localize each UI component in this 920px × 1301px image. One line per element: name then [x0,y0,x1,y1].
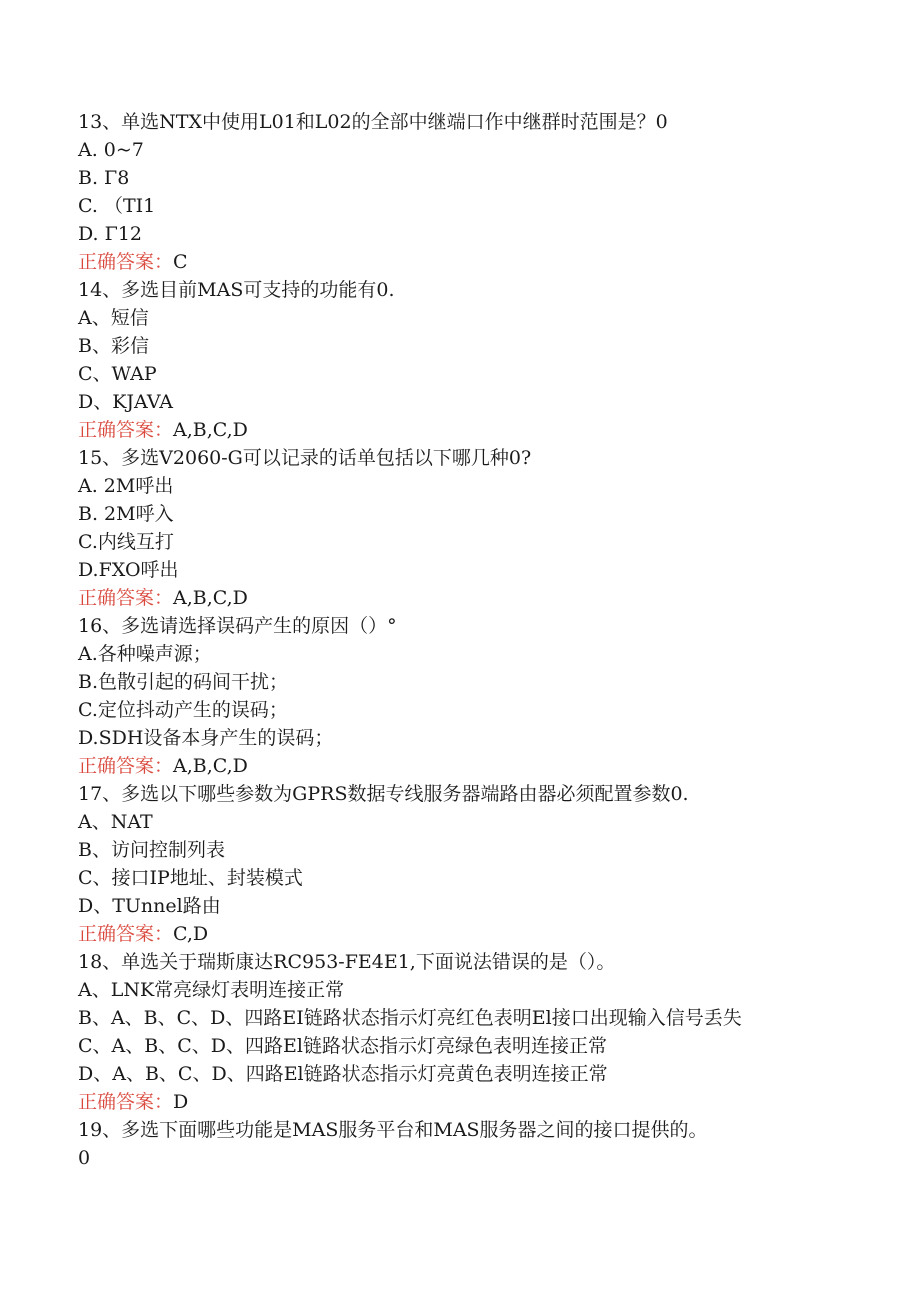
answer-line [78,752,878,780]
answer-line [78,416,878,444]
question-option: C.内线互打 [78,531,174,553]
question-block [78,948,878,1116]
question-option: C、A、B、C、D、四路El链路状态指示灯亮绿色表明连接正常 [78,1035,607,1057]
question-list [78,108,878,1116]
question-option: B. 2M呼入 [78,503,174,525]
answer-label: 正确答案： [78,251,174,273]
question-stem: 14、多选目前MAS可支持的功能有0. [78,279,395,301]
question-option: B、访问控制列表 [78,839,225,861]
question-block [78,444,878,612]
answer-label: 正确答案： [78,587,174,609]
question-option: D.SDH设备本身产生的误码； [78,727,334,749]
answer-value: C,D [173,923,209,945]
question-stem: 19、多选下面哪些功能是MAS服务平台和MAS服务器之间的接口提供的。 [78,1119,708,1141]
question-option: C、WAP [78,363,157,385]
question-stem: 18、单选关于瑞斯康达RC953-FE4E1,下面说法错误的是（）。 [78,951,616,973]
answer-value: A,B,C,D [173,419,248,441]
answer-label: 正确答案： [78,1091,174,1113]
question-option: D. Γ12 [78,223,142,245]
question-option: C、接口IP地址、封装模式 [78,867,303,889]
question-option: A、LNK常亮绿灯表明连接正常 [78,979,345,1001]
question-option: D、A、B、C、D、四路El链路状态指示灯亮黄色表明连接正常 [78,1063,608,1085]
question-stem: 15、多选V2060-G可以记录的话单包括以下哪几种0? [78,447,532,469]
question-block [78,780,878,948]
answer-line [78,248,878,276]
question-option: C. （TI1 [78,195,156,217]
question-stem: 16、多选请选择误码产生的原因（）° [78,615,397,637]
question-block [78,108,878,276]
question-option: D、KJAVA [78,391,173,413]
answer-label: 正确答案： [78,923,174,945]
question-19 [78,1116,878,1172]
question-option: B、彩信 [78,335,149,357]
question-stem: 17、多选以下哪些参数为GPRS数据专线服务器端路由器必须配置参数0. [78,783,689,805]
question-option: A.各种噪声源； [78,643,212,665]
question-option: C.定位抖动产生的误码； [78,699,288,721]
question-option: B.色散引起的码间干扰； [78,671,289,693]
question-option: D、TUnnel路由 [78,895,221,917]
answer-value: A,B,C,D [173,755,248,777]
answer-value: D [173,1091,189,1113]
question-option: A、短信 [78,307,149,329]
question-stem-continuation: 0 [78,1147,91,1169]
question-block [78,612,878,780]
answer-line [78,920,878,948]
question-option: B、A、B、C、D、四路EI链路状态指示灯亮红色表明El接口出现输入信号丢失 [78,1007,742,1029]
answer-line [78,1088,878,1116]
answer-label: 正确答案： [78,419,174,441]
exam-page [78,108,878,1172]
question-option: B. Γ8 [78,167,130,189]
question-option: D.FXO呼出 [78,559,179,581]
question-option: A、NAT [78,811,153,833]
question-option: A. 2M呼出 [78,475,174,497]
answer-label: 正确答案： [78,755,174,777]
answer-value: C [173,251,188,273]
question-block [78,276,878,444]
answer-value: A,B,C,D [173,587,248,609]
question-option: A. 0~7 [78,139,144,161]
question-stem: 13、单选NTX中使用L01和L02的全部中继端口作中继群时范围是？0 [78,111,668,133]
answer-line [78,584,878,612]
